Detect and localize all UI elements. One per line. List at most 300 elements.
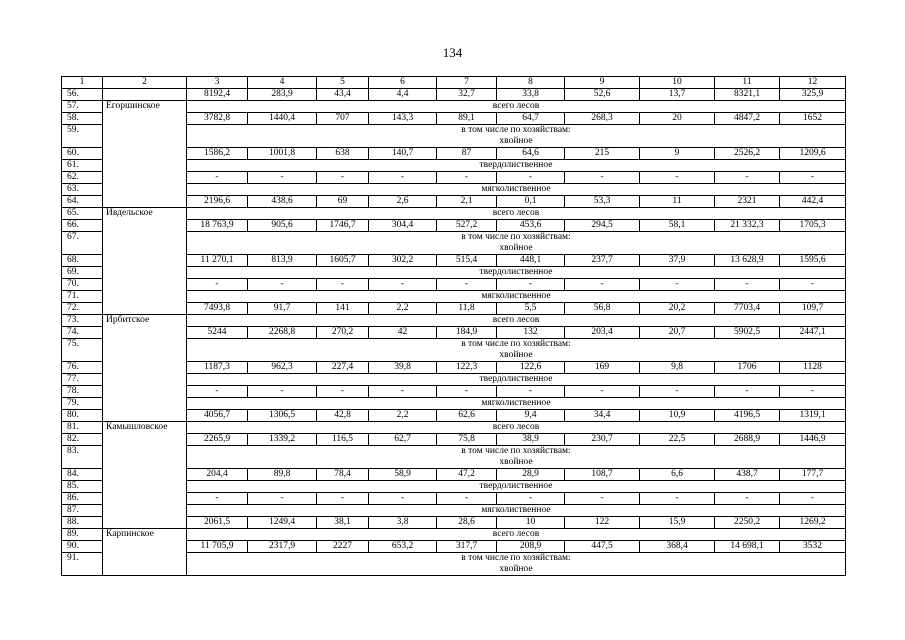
data-cell: 8321,1 — [715, 89, 780, 101]
data-cell: 438,7 — [715, 469, 780, 481]
table-row — [62, 279, 846, 291]
data-cell: 87 — [437, 148, 497, 160]
region-name — [103, 398, 187, 410]
column-number-header: 2 — [103, 77, 187, 89]
row-number: 57. — [62, 101, 103, 113]
table-row — [62, 339, 846, 362]
data-cell: 6,6 — [640, 469, 715, 481]
data-cell: 56,8 — [565, 303, 640, 315]
region-name — [103, 89, 187, 101]
row-number: 77. — [62, 374, 103, 386]
data-cell: 10 — [497, 517, 565, 529]
row-number: 65. — [62, 208, 103, 220]
region-name — [103, 160, 187, 172]
table-row — [62, 469, 846, 481]
data-cell: - — [369, 493, 437, 505]
table-row — [62, 267, 846, 279]
data-cell: 4056,7 — [187, 410, 248, 422]
data-cell: - — [187, 386, 248, 398]
category-label-cell — [187, 422, 846, 434]
category-label-cell — [187, 481, 846, 493]
data-cell: - — [248, 172, 317, 184]
data-cell: - — [715, 493, 780, 505]
data-cell: 20,2 — [640, 303, 715, 315]
data-cell: 2447,1 — [780, 327, 846, 339]
data-cell: 317,7 — [437, 541, 497, 553]
column-number-header: 10 — [640, 77, 715, 89]
category-label-cell — [187, 446, 846, 469]
data-cell: 268,3 — [565, 113, 640, 125]
data-cell: 1595,6 — [780, 255, 846, 267]
category-label: хвойное — [499, 457, 533, 467]
data-cell: 3532 — [780, 541, 846, 553]
data-cell: 184,9 — [437, 327, 497, 339]
table-row — [62, 386, 846, 398]
category-label-cell — [187, 101, 846, 113]
row-number: 56. — [62, 89, 103, 101]
data-cell: 39,8 — [369, 362, 437, 374]
data-cell: 22,5 — [640, 434, 715, 446]
data-cell: 230,7 — [565, 434, 640, 446]
data-cell: - — [369, 172, 437, 184]
data-cell: - — [497, 386, 565, 398]
region-name — [103, 469, 187, 481]
table-row — [62, 220, 846, 232]
data-cell: 515,4 — [437, 255, 497, 267]
table-row — [62, 291, 846, 303]
data-cell: 38,1 — [317, 517, 369, 529]
data-cell: 89,1 — [437, 113, 497, 125]
data-cell: 1586,2 — [187, 148, 248, 160]
data-cell: 7493,8 — [187, 303, 248, 315]
data-cell: 10,9 — [640, 410, 715, 422]
data-cell: - — [317, 172, 369, 184]
table-row — [62, 89, 846, 101]
table-row — [62, 481, 846, 493]
data-cell: 4,4 — [369, 89, 437, 101]
category-label-cell — [187, 208, 846, 220]
column-number-header: 9 — [565, 77, 640, 89]
data-cell: 15,9 — [640, 517, 715, 529]
data-cell: 1605,7 — [317, 255, 369, 267]
row-number: 63. — [62, 184, 103, 196]
data-cell: 5244 — [187, 327, 248, 339]
data-cell: 1339,2 — [248, 434, 317, 446]
table-row — [62, 505, 846, 517]
row-number: 58. — [62, 113, 103, 125]
data-cell: 37,9 — [640, 255, 715, 267]
data-cell: 28,9 — [497, 469, 565, 481]
data-cell: 169 — [565, 362, 640, 374]
data-cell: 283,9 — [248, 89, 317, 101]
region-name — [103, 374, 187, 386]
region-name — [103, 505, 187, 517]
row-number: 85. — [62, 481, 103, 493]
data-cell: 9,4 — [497, 410, 565, 422]
data-cell: 62,7 — [369, 434, 437, 446]
table-row — [62, 303, 846, 315]
region-name — [103, 446, 187, 469]
region-name — [103, 232, 187, 255]
category-label-cell — [187, 184, 846, 196]
category-label: хвойное — [499, 243, 533, 253]
data-cell: - — [780, 493, 846, 505]
row-number: 71. — [62, 291, 103, 303]
table-row — [62, 398, 846, 410]
region-name — [103, 303, 187, 315]
column-number-header: 3 — [187, 77, 248, 89]
data-cell: 11,8 — [437, 303, 497, 315]
row-number: 72. — [62, 303, 103, 315]
table-row — [62, 255, 846, 267]
data-cell: 89,8 — [248, 469, 317, 481]
row-number: 73. — [62, 315, 103, 327]
row-number: 82. — [62, 434, 103, 446]
category-label: всего лесов — [492, 529, 540, 539]
column-number-header: 12 — [780, 77, 846, 89]
data-cell: 2268,8 — [248, 327, 317, 339]
data-cell: - — [780, 172, 846, 184]
data-cell: 38,9 — [497, 434, 565, 446]
table-row — [62, 446, 846, 469]
data-cell: 1440,4 — [248, 113, 317, 125]
category-label-cell — [187, 291, 846, 303]
data-cell: 453,6 — [497, 220, 565, 232]
table-row — [62, 160, 846, 172]
data-cell: 227,4 — [317, 362, 369, 374]
table-row — [62, 434, 846, 446]
data-cell: 442,4 — [780, 196, 846, 208]
category-label: мягколиственное — [481, 184, 551, 194]
data-cell: 2250,2 — [715, 517, 780, 529]
region-name — [103, 410, 187, 422]
data-cell: 122 — [565, 517, 640, 529]
data-cell: 1319,1 — [780, 410, 846, 422]
row-number: 90. — [62, 541, 103, 553]
data-cell: - — [640, 493, 715, 505]
data-cell: 143,3 — [369, 113, 437, 125]
row-number: 76. — [62, 362, 103, 374]
data-cell: 52,6 — [565, 89, 640, 101]
category-label: твердолиственное — [479, 267, 553, 277]
data-cell: 203,4 — [565, 327, 640, 339]
data-cell: 62,6 — [437, 410, 497, 422]
table-row — [62, 327, 846, 339]
row-number: 74. — [62, 327, 103, 339]
table-row — [62, 315, 846, 327]
region-name — [103, 184, 187, 196]
data-cell: 42 — [369, 327, 437, 339]
data-cell: - — [565, 493, 640, 505]
table-row — [62, 422, 846, 434]
region-name — [103, 279, 187, 291]
data-cell: 1706 — [715, 362, 780, 374]
row-number: 67. — [62, 232, 103, 255]
data-cell: 108,7 — [565, 469, 640, 481]
category-label: твердолиственное — [479, 374, 553, 384]
region-name — [103, 148, 187, 160]
region-name — [103, 125, 187, 148]
data-cell: - — [317, 386, 369, 398]
data-cell: 2,2 — [369, 303, 437, 315]
column-number-header: 5 — [317, 77, 369, 89]
row-number: 61. — [62, 160, 103, 172]
region-name — [103, 362, 187, 374]
data-cell: 13 628,9 — [715, 255, 780, 267]
data-cell: 91,7 — [248, 303, 317, 315]
data-cell: 2,1 — [437, 196, 497, 208]
data-cell: 9 — [640, 148, 715, 160]
data-cell: 11 705,9 — [187, 541, 248, 553]
data-cell: 32,7 — [437, 89, 497, 101]
category-label: в том числе по хозяйствам: — [461, 339, 571, 349]
data-cell: 1001,8 — [248, 148, 317, 160]
data-cell: - — [497, 493, 565, 505]
region-name — [103, 291, 187, 303]
data-cell: 53,3 — [565, 196, 640, 208]
category-label: в том числе по хозяйствам: — [461, 125, 571, 135]
data-cell: 5,5 — [497, 303, 565, 315]
data-cell: 1128 — [780, 362, 846, 374]
region-name: Егоршинское — [103, 101, 187, 113]
category-label: хвойное — [499, 136, 533, 146]
category-label: всего лесов — [492, 422, 540, 432]
data-cell: 905,6 — [248, 220, 317, 232]
category-label-cell — [187, 232, 846, 255]
row-number: 69. — [62, 267, 103, 279]
data-cell: 20,7 — [640, 327, 715, 339]
row-number: 88. — [62, 517, 103, 529]
category-label-cell — [187, 125, 846, 148]
data-cell: - — [248, 386, 317, 398]
row-number: 81. — [62, 422, 103, 434]
table-header-row — [62, 77, 846, 89]
data-cell: 2526,2 — [715, 148, 780, 160]
table-row — [62, 113, 846, 125]
data-cell: 5902,5 — [715, 327, 780, 339]
data-cell: 20 — [640, 113, 715, 125]
region-name — [103, 196, 187, 208]
row-number: 70. — [62, 279, 103, 291]
data-cell: 122,6 — [497, 362, 565, 374]
data-cell: - — [780, 386, 846, 398]
region-name — [103, 339, 187, 362]
data-cell: 1187,3 — [187, 362, 248, 374]
row-number: 91. — [62, 553, 103, 576]
table-row — [62, 374, 846, 386]
data-cell: - — [780, 279, 846, 291]
table-row — [62, 184, 846, 196]
region-name: Ирбитское — [103, 315, 187, 327]
data-cell: 9,8 — [640, 362, 715, 374]
category-label: всего лесов — [492, 208, 540, 218]
data-cell: 325,9 — [780, 89, 846, 101]
data-cell: 34,4 — [565, 410, 640, 422]
data-cell: 368,4 — [640, 541, 715, 553]
table-row — [62, 208, 846, 220]
data-cell: 28,6 — [437, 517, 497, 529]
data-cell: - — [317, 493, 369, 505]
forest-data-table — [61, 76, 846, 576]
data-cell: 2321 — [715, 196, 780, 208]
row-number: 78. — [62, 386, 103, 398]
data-cell: 294,5 — [565, 220, 640, 232]
column-number-header: 8 — [497, 77, 565, 89]
data-cell: - — [369, 386, 437, 398]
data-cell: - — [317, 279, 369, 291]
data-cell: 3,8 — [369, 517, 437, 529]
data-cell: 653,2 — [369, 541, 437, 553]
data-cell: - — [187, 279, 248, 291]
data-cell: 1306,5 — [248, 410, 317, 422]
data-cell: 140,7 — [369, 148, 437, 160]
table-row — [62, 362, 846, 374]
region-name: Камышловское — [103, 422, 187, 434]
category-label-cell — [187, 267, 846, 279]
region-name: Ивдельское — [103, 208, 187, 220]
data-cell: - — [497, 172, 565, 184]
data-cell: 58,9 — [369, 469, 437, 481]
row-number: 68. — [62, 255, 103, 267]
data-cell: 1746,7 — [317, 220, 369, 232]
data-cell: - — [369, 279, 437, 291]
region-name — [103, 255, 187, 267]
region-name — [103, 434, 187, 446]
table-row — [62, 493, 846, 505]
table-row — [62, 517, 846, 529]
category-label: хвойное — [499, 564, 533, 574]
table-row — [62, 410, 846, 422]
category-label-cell — [187, 339, 846, 362]
category-label: хвойное — [499, 350, 533, 360]
data-cell: - — [640, 172, 715, 184]
data-cell: - — [715, 279, 780, 291]
region-name — [103, 493, 187, 505]
data-cell: 1269,2 — [780, 517, 846, 529]
category-label-cell — [187, 374, 846, 386]
category-label: мягколиственное — [481, 398, 551, 408]
data-cell: - — [437, 279, 497, 291]
data-cell: - — [437, 386, 497, 398]
category-label-cell — [187, 398, 846, 410]
data-cell: - — [437, 172, 497, 184]
data-cell: 962,3 — [248, 362, 317, 374]
category-label-cell — [187, 529, 846, 541]
data-cell: 14 698,1 — [715, 541, 780, 553]
category-label: в том числе по хозяйствам: — [461, 446, 571, 456]
row-number: 64. — [62, 196, 103, 208]
data-cell: - — [187, 493, 248, 505]
column-number-header: 7 — [437, 77, 497, 89]
column-number-header: 11 — [715, 77, 780, 89]
region-name — [103, 220, 187, 232]
data-cell: 2317,9 — [248, 541, 317, 553]
data-cell: 0,1 — [497, 196, 565, 208]
data-cell: 11 — [640, 196, 715, 208]
data-cell: 448,1 — [497, 255, 565, 267]
table-row — [62, 529, 846, 541]
region-name: Карпинское — [103, 529, 187, 541]
row-number: 89. — [62, 529, 103, 541]
data-cell: 64,7 — [497, 113, 565, 125]
row-number: 84. — [62, 469, 103, 481]
data-cell: 1209,6 — [780, 148, 846, 160]
table-row — [62, 553, 846, 576]
data-cell: 1249,4 — [248, 517, 317, 529]
column-number-header: 6 — [369, 77, 437, 89]
data-cell: 4196,5 — [715, 410, 780, 422]
category-label-cell — [187, 160, 846, 172]
region-name — [103, 541, 187, 553]
data-cell: - — [565, 279, 640, 291]
data-cell: 42,8 — [317, 410, 369, 422]
data-cell: 1705,3 — [780, 220, 846, 232]
column-number-header: 4 — [248, 77, 317, 89]
data-cell: 122,3 — [437, 362, 497, 374]
row-number: 80. — [62, 410, 103, 422]
data-cell: 109,7 — [780, 303, 846, 315]
category-label: твердолиственное — [479, 160, 553, 170]
category-label: мягколиственное — [481, 291, 551, 301]
data-cell: - — [497, 279, 565, 291]
data-cell: 18 763,9 — [187, 220, 248, 232]
data-cell: 64,6 — [497, 148, 565, 160]
data-cell: 7703,4 — [715, 303, 780, 315]
row-number: 75. — [62, 339, 103, 362]
category-label: в том числе по хозяйствам: — [461, 553, 571, 563]
data-cell: 304,4 — [369, 220, 437, 232]
category-label: мягколиственное — [481, 505, 551, 515]
data-cell: 2227 — [317, 541, 369, 553]
data-cell: 33,8 — [497, 89, 565, 101]
table-row — [62, 196, 846, 208]
table-row — [62, 172, 846, 184]
data-cell: 4847,2 — [715, 113, 780, 125]
table-row — [62, 232, 846, 255]
data-cell: 302,2 — [369, 255, 437, 267]
region-name — [103, 517, 187, 529]
category-label-cell — [187, 553, 846, 576]
data-cell: 11 270,1 — [187, 255, 248, 267]
category-label-cell — [187, 315, 846, 327]
row-number: 62. — [62, 172, 103, 184]
data-cell: 78,4 — [317, 469, 369, 481]
data-cell: - — [715, 386, 780, 398]
data-cell: 447,5 — [565, 541, 640, 553]
data-cell: 69 — [317, 196, 369, 208]
data-cell: 2196,6 — [187, 196, 248, 208]
data-cell: 1446,9 — [780, 434, 846, 446]
data-cell: 237,7 — [565, 255, 640, 267]
table-row — [62, 125, 846, 148]
column-number-header: 1 — [62, 77, 103, 89]
data-cell: - — [437, 493, 497, 505]
category-label: в том числе по хозяйствам: — [461, 232, 571, 242]
row-number: 83. — [62, 446, 103, 469]
region-name — [103, 327, 187, 339]
data-cell: - — [248, 493, 317, 505]
data-cell: 43,4 — [317, 89, 369, 101]
data-cell: 527,2 — [437, 220, 497, 232]
region-name — [103, 553, 187, 576]
region-name — [103, 267, 187, 279]
data-cell: 75,8 — [437, 434, 497, 446]
data-cell: 3782,8 — [187, 113, 248, 125]
row-number: 59. — [62, 125, 103, 148]
page-number: 134 — [442, 45, 463, 60]
data-cell: 438,6 — [248, 196, 317, 208]
data-cell: 2688,9 — [715, 434, 780, 446]
